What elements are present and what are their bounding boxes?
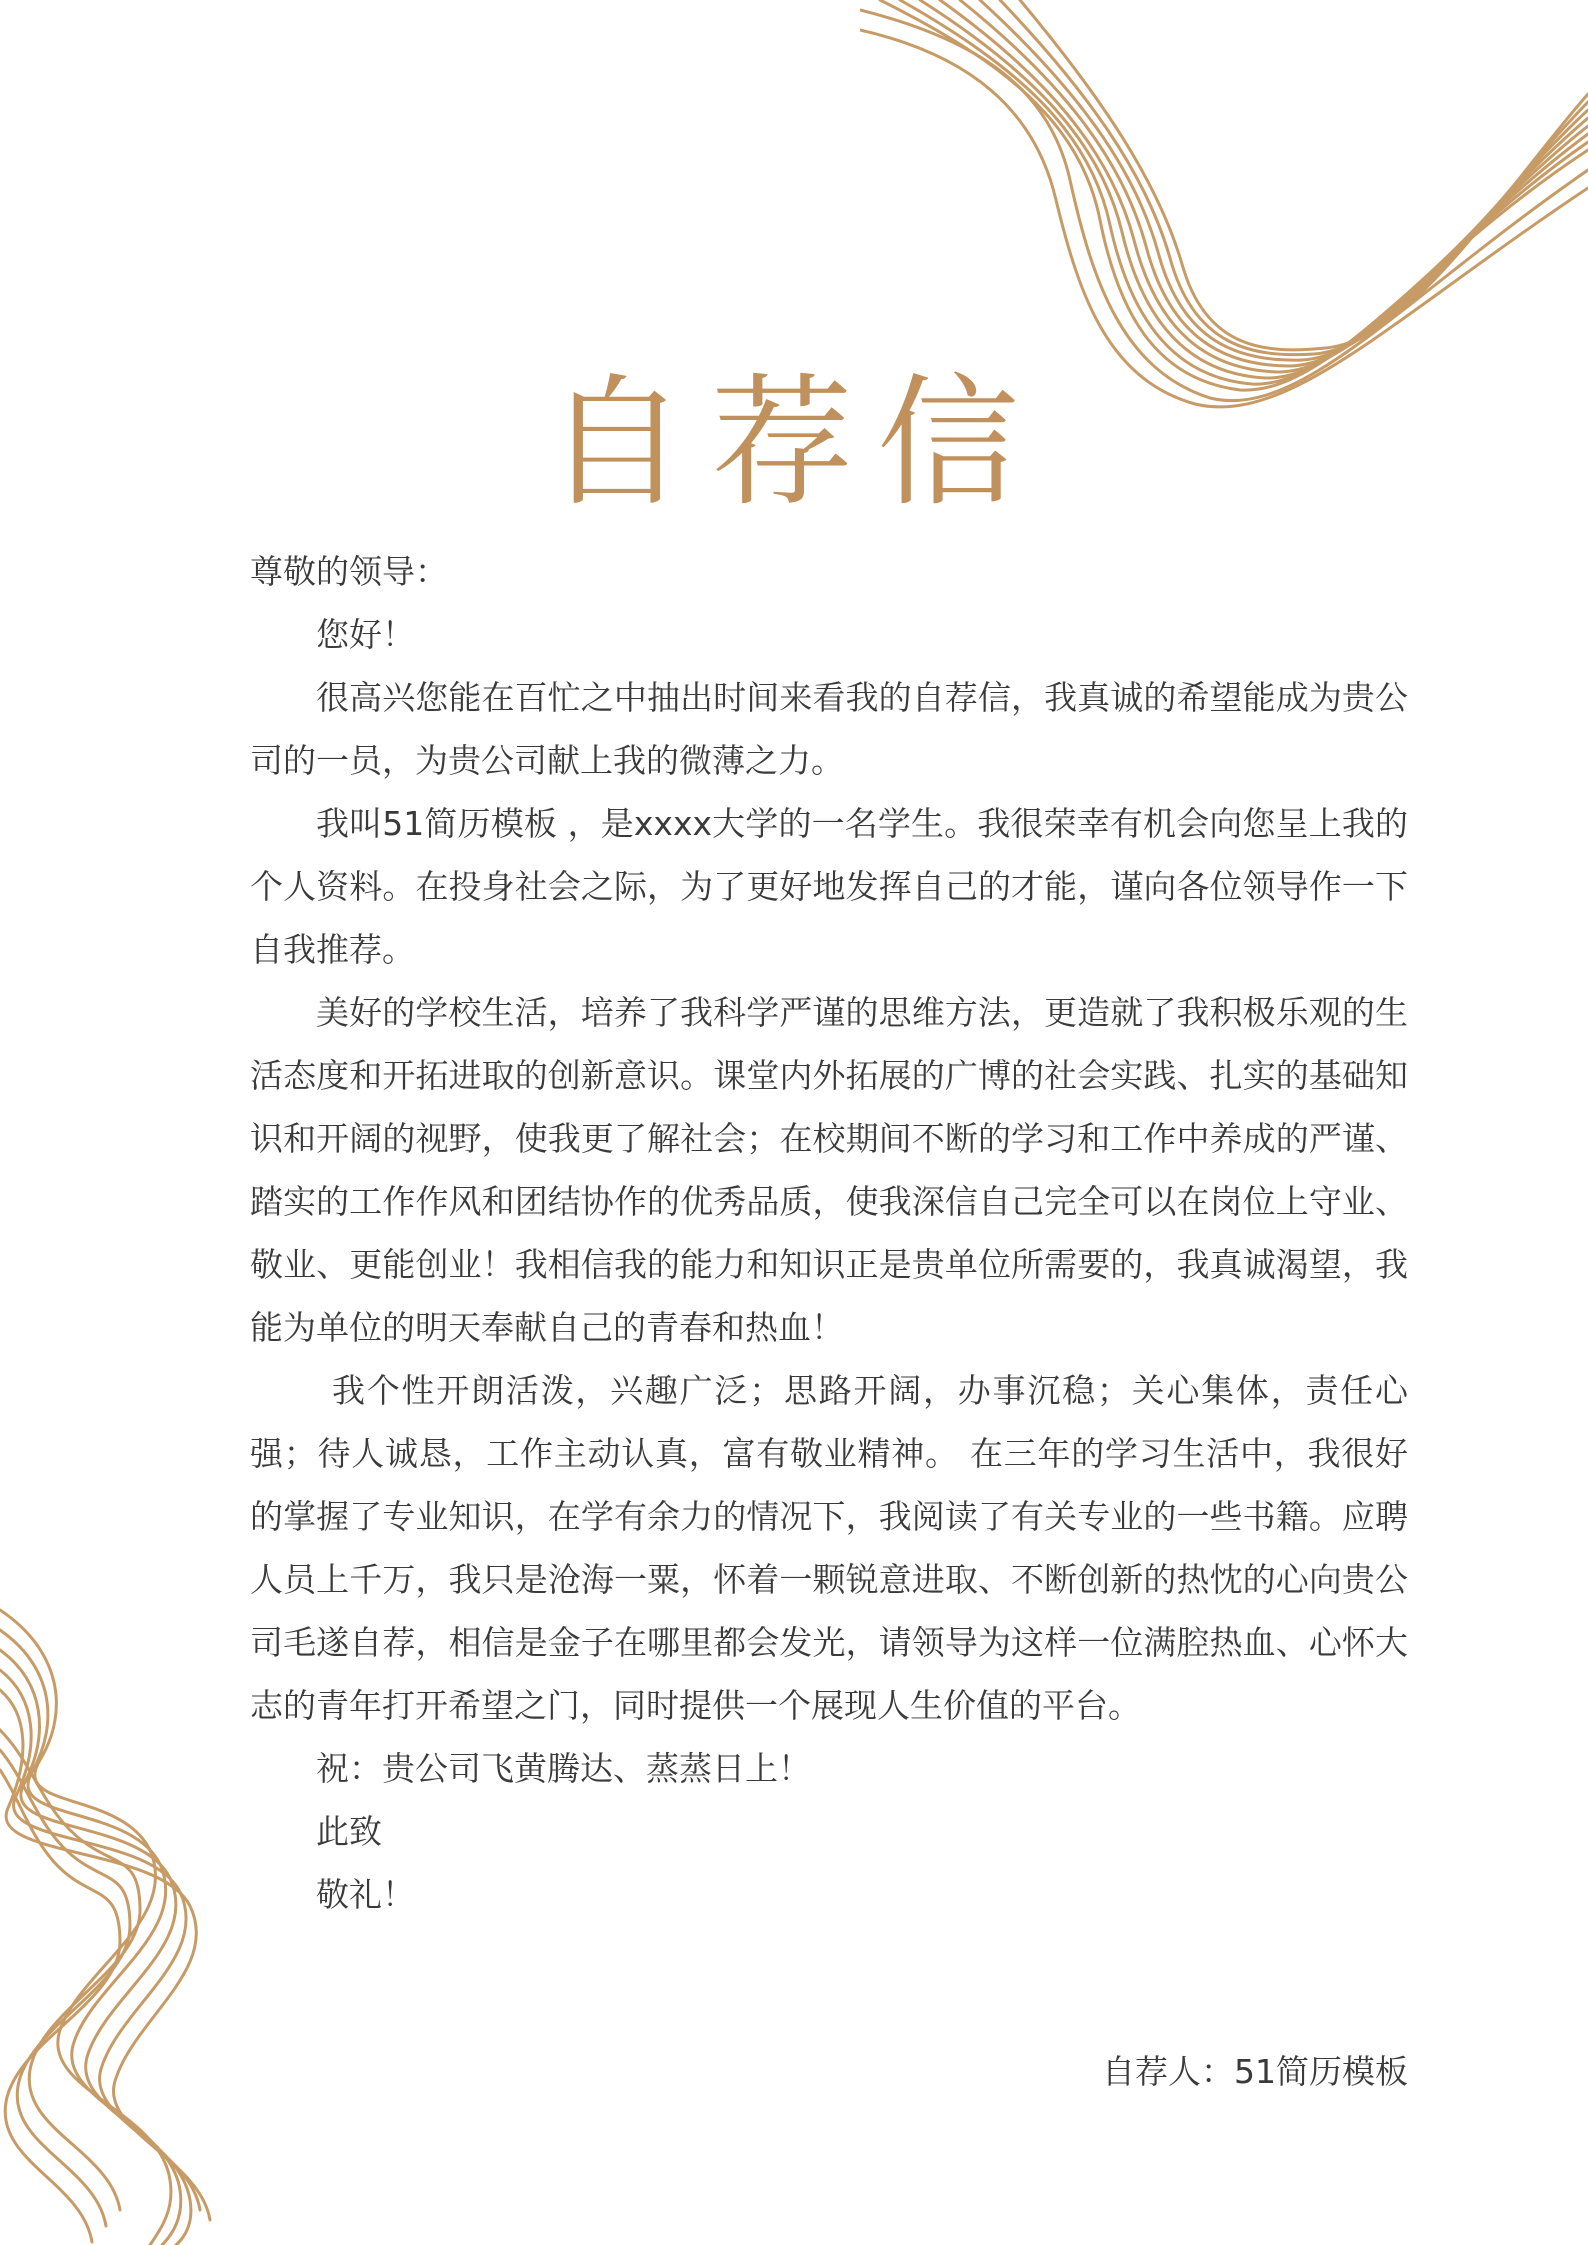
signature: 自荐人：51简历模板 bbox=[1102, 2052, 1408, 2091]
wish-line: 祝：贵公司飞黄腾达、蒸蒸日上！ bbox=[316, 1749, 811, 1788]
paragraph-school-life: 美好的学校生活，培养了我科学严谨的思维方法，更造就了我积极乐观的生活态度和开拓进取的创新意识。课堂内外拓展的广博的社会实践、扎实的基础知识和开阔的视野，使我更了解社会；在校期间不断的学习和工作中养成的严谨、踏实的工作作风和团结协作的优秀品质，使我深信自己完全可以在岗位上守业、敬业、更能创业！我相信我的能力和知识正是贵单位所需要的，我真诚渴望，我能为单位的明天奉献自己的青春和热血！ bbox=[250, 993, 1408, 1347]
page-title: 自荐信 bbox=[545, 361, 1043, 527]
closing-line-2: 敬礼！ bbox=[316, 1875, 415, 1914]
letter-body bbox=[250, 540, 1408, 1926]
paragraph-intro: 很高兴您能在百忙之中抽出时间来看我的自荐信，我真诚的希望能成为贵公司的一员，为贵公司献上我的微薄之力。 bbox=[250, 678, 1408, 780]
salutation: 尊敬的领导： bbox=[250, 552, 448, 591]
closing-line-1: 此致 bbox=[316, 1812, 382, 1851]
paragraph-personality: 我个性开朗活泼，兴趣广泛；思路开阔，办事沉稳；关心集体，责任心强；待人诚恳，工作主动认真，富有敬业精神。 在三年的学习生活中，我很好的掌握了专业知识，在学有余力的情况下，我阅读了有关专业的一些书籍。应聘人员上千万，我只是沧海一粟，怀着一颗锐意进取、不断创新的热忱的心向贵公司毛遂自荐，相信是金子在哪里都会发光，请领导为这样一位满腔热血、心怀大志的青年打开希望之门，同时提供一个展现人生价值的平台。 bbox=[250, 1371, 1408, 1725]
paragraph-self-introduction: 我叫51简历模板 ，是xxxx大学的一名学生。我很荣幸有机会向您呈上我的个人资料。在投身社会之际，为了更好地发挥自己的才能，谨向各位领导作一下自我推荐。 bbox=[250, 804, 1408, 969]
greeting: 您好！ bbox=[316, 615, 415, 654]
top-right-ribbon-decoration-icon bbox=[860, 0, 1588, 420]
bottom-left-ribbon-decoration-icon bbox=[0, 1590, 220, 2245]
